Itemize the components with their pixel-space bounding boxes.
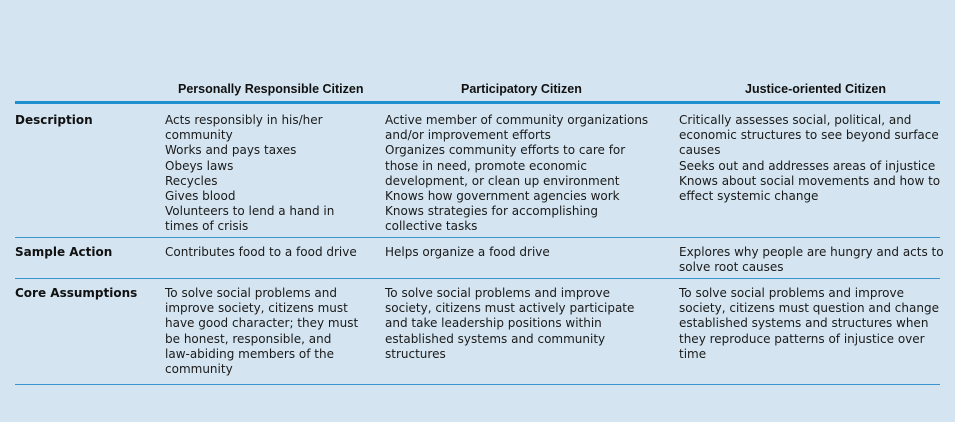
text-line: Organizes community efforts to care for (385, 143, 626, 158)
text-line: community (165, 128, 233, 143)
text-line: solve root causes (679, 260, 784, 275)
text-line: society, citizens must actively participate (385, 301, 635, 316)
text-line: and take leadership positions within (385, 316, 602, 331)
description-personally-responsible (165, 113, 334, 235)
text-line: times of crisis (165, 219, 249, 234)
text-line: established systems and community (385, 331, 606, 346)
text-line: Contributes food to a food drive (165, 245, 357, 259)
column-header-personally-responsible: Personally Responsible Citizen (178, 82, 364, 96)
text-line: development, or clean up environment (385, 173, 620, 188)
text-line: established systems and structures when (679, 316, 929, 331)
text-line: and/or improvement efforts (385, 128, 551, 143)
text-line: Explores why people are hungry and acts to (679, 245, 944, 259)
core-assumptions-participatory (385, 286, 634, 362)
text-line: To solve social problems and improve (385, 286, 610, 300)
text-line: Works and pays taxes (165, 143, 297, 158)
text-line: Obeys laws (165, 158, 234, 173)
text-line: Active member of community organizations (385, 113, 649, 127)
row-label-sample-action: Sample Action (15, 245, 113, 259)
text-line: Seeks out and addresses areas of injustice (679, 158, 936, 173)
text-line: Acts responsibly in his/her (165, 113, 323, 127)
text-line: collective tasks (385, 219, 478, 234)
sample-action-participatory (385, 245, 550, 260)
core-assumptions-justice-oriented (679, 286, 939, 362)
text-line: be honest, responsible, and (165, 331, 332, 346)
text-line: To solve social problems and (165, 286, 337, 300)
text-line: economic structures to see beyond surface (679, 128, 939, 143)
text-line: causes (679, 143, 721, 158)
text-line: society, citizens must question and change (679, 301, 939, 316)
row-label-description: Description (15, 113, 93, 127)
header-divider (15, 101, 940, 104)
row-divider-sample-action (15, 278, 940, 279)
core-assumptions-personally-responsible (165, 286, 358, 377)
text-line: Recycles (165, 173, 218, 188)
row-divider-description (15, 237, 940, 238)
text-line: structures (385, 346, 446, 361)
text-line: those in need, promote economic (385, 158, 587, 173)
text-line: law-abiding members of the (165, 346, 334, 361)
description-participatory (385, 113, 648, 235)
text-line: Knows about social movements and how to (679, 173, 941, 188)
row-label-core-assumptions: Core Assumptions (15, 286, 138, 300)
sample-action-justice-oriented (679, 245, 944, 275)
text-line: they reproduce patterns of injustice over (679, 331, 925, 346)
text-line: have good character; they must (165, 316, 359, 331)
column-header-participatory: Participatory Citizen (461, 82, 582, 96)
text-line: Knows strategies for accomplishing (385, 204, 599, 219)
text-line: Critically assesses social, political, and (679, 113, 912, 127)
text-line: community (165, 362, 233, 377)
text-line: Gives blood (165, 189, 236, 204)
sample-action-personally-responsible (165, 245, 357, 260)
text-line: time (679, 346, 707, 361)
row-divider-core-assumptions (15, 384, 940, 385)
text-line: Helps organize a food drive (385, 245, 550, 259)
description-justice-oriented (679, 113, 940, 204)
text-line: effect systemic change (679, 189, 819, 204)
column-header-justice-oriented: Justice-oriented Citizen (745, 82, 886, 96)
text-line: Volunteers to lend a hand in (165, 204, 335, 219)
text-line: To solve social problems and improve (679, 286, 904, 300)
text-line: Knows how government agencies work (385, 189, 620, 204)
text-line: improve society, citizens must (165, 301, 348, 316)
